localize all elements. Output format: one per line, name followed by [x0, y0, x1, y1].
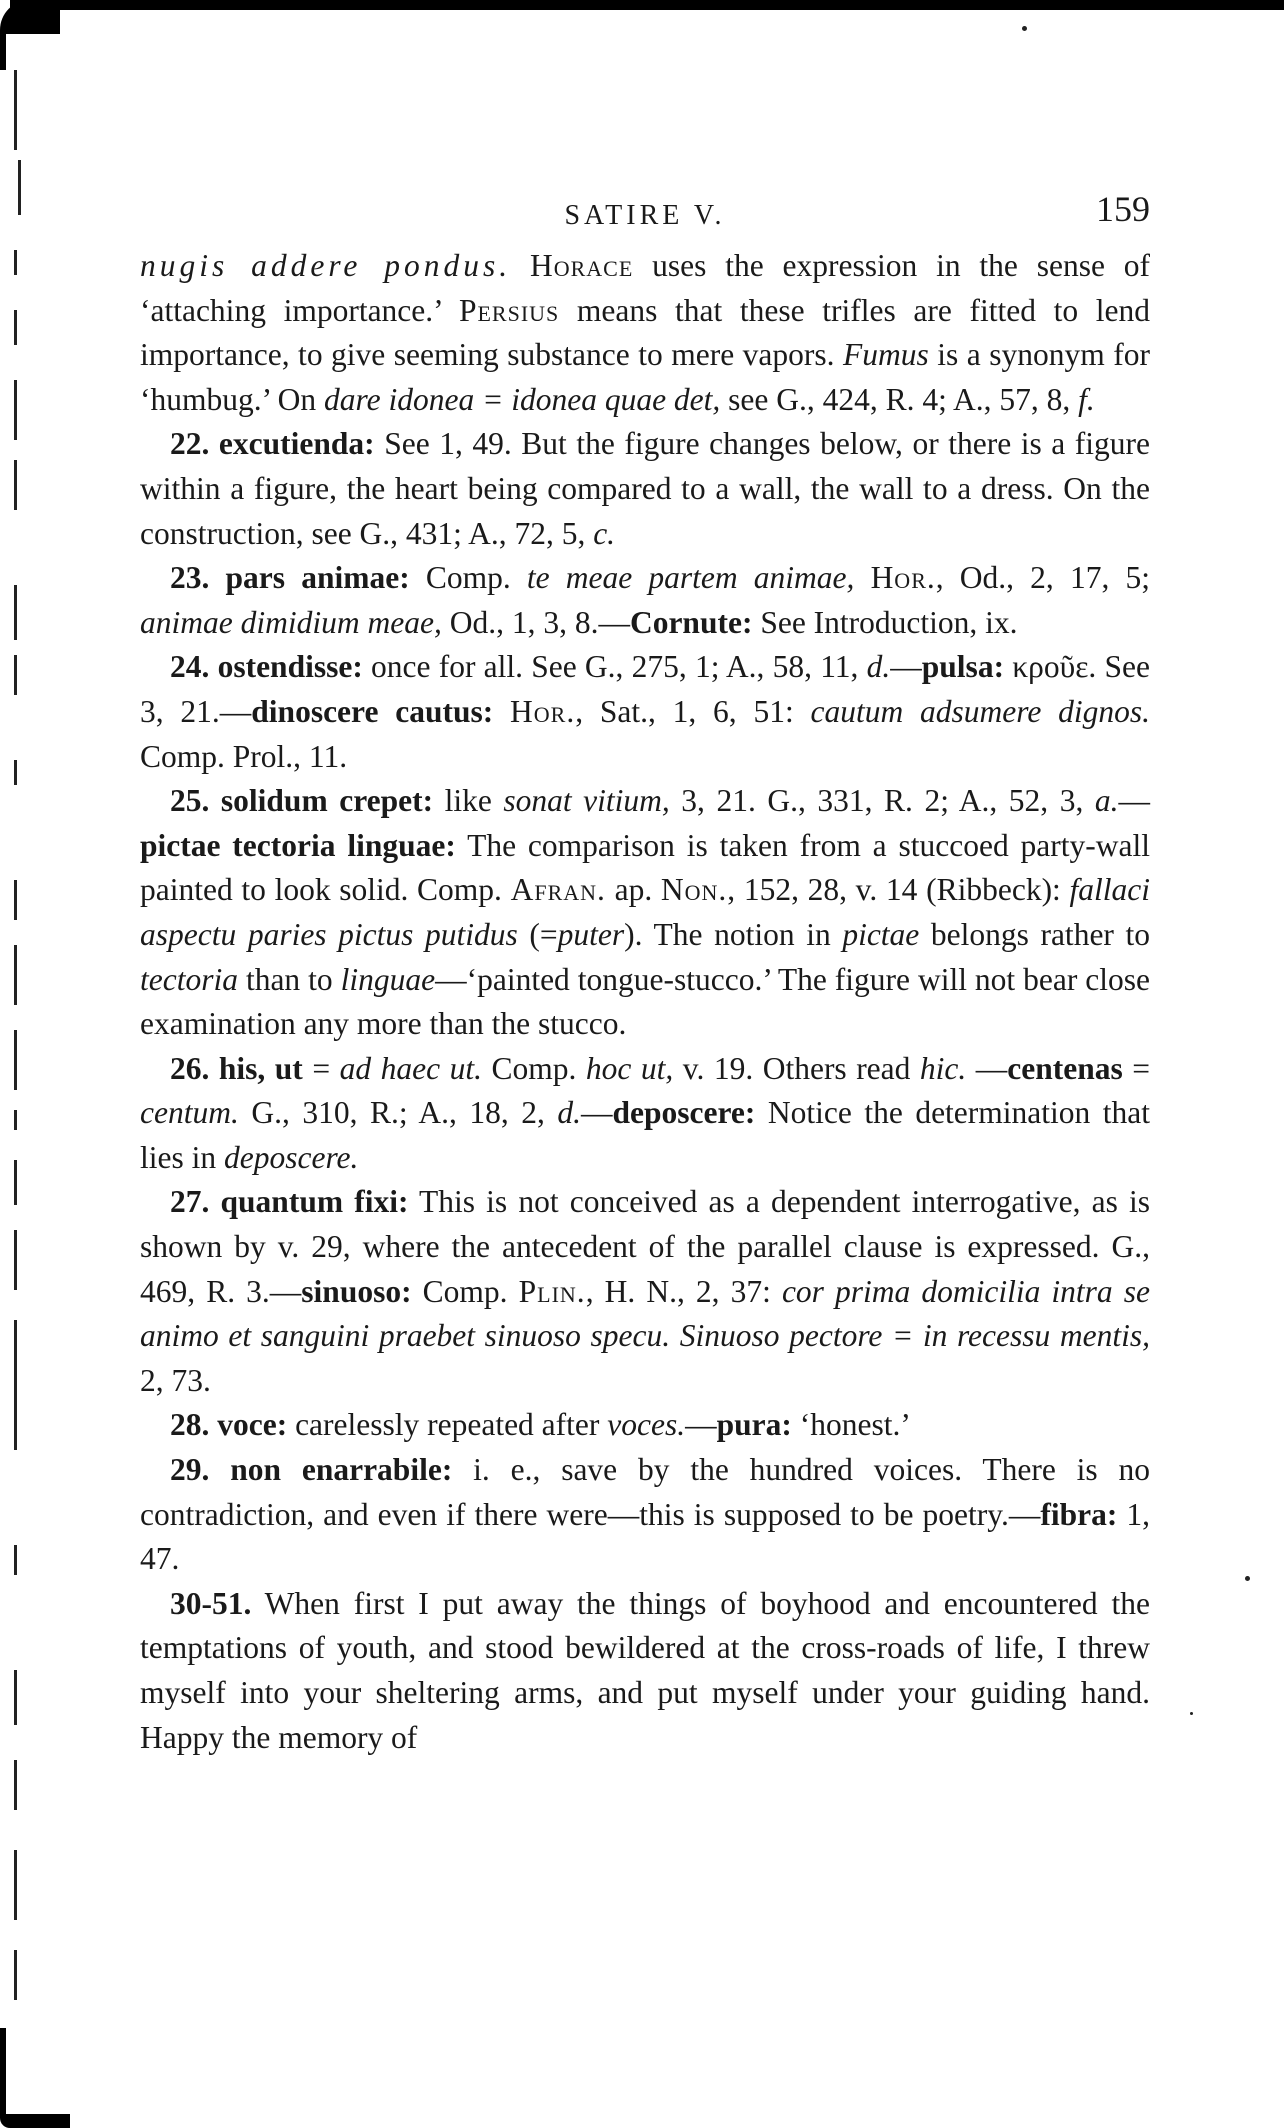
left-margin-mark [14, 1670, 17, 1725]
latin-quotation: ad haec ut. [339, 1050, 482, 1086]
note-paragraph [140, 779, 1150, 1047]
note-paragraph [140, 1582, 1150, 1760]
note-text: When first I put away the things of boyhood and encountered the temptations of youth, and stood bewildered at the cross-roads of life, I threw myself into your sheltering arms, and put myself under your guiding hand. Happy the memory of [140, 1585, 1150, 1755]
note-paragraph [140, 1403, 1150, 1448]
note-text: — [685, 1407, 717, 1443]
note-text: — [581, 1095, 613, 1131]
commentary-notes [140, 244, 1150, 1760]
note-paragraph [140, 556, 1150, 645]
left-margin-mark [14, 1950, 17, 2000]
top-left-corner-mark [0, 0, 60, 70]
note-paragraph [140, 422, 1150, 556]
lemma: 28. voce: [170, 1407, 288, 1443]
lemma: fibra: [1040, 1496, 1118, 1532]
latin-quotation: Fumus [843, 337, 929, 373]
left-margin-mark [14, 70, 17, 150]
left-margin-mark [14, 310, 17, 345]
ink-speck [1190, 1712, 1193, 1715]
latin-quotation: te meae partem animae, [526, 560, 855, 596]
lemma: 29. non enarrabile: [170, 1452, 453, 1488]
note-text: belongs rather to [919, 916, 1151, 952]
note-text: i. e., save by the hundred voices. There is no contradiction, and even if there were—this is supposed to be poetry.— [140, 1452, 1151, 1532]
note-text: —‘painted tongue-stucco.’ The figure will not bear close examination any more than the stucco. [140, 961, 1150, 1042]
note-text: 2, 73. [140, 1362, 211, 1398]
latin-quotation: puter [557, 916, 625, 952]
latin-quotation: cautum adsumere dignos. [810, 693, 1150, 729]
bottom-left-corner-mark [0, 2028, 70, 2128]
note-text: Comp. Prol., 11. [140, 738, 348, 774]
note-text: See Introduction, ix. [752, 604, 1018, 640]
note-text: , Od., 2, 17, 5; [935, 560, 1150, 596]
latin-quotation: sonat vitium, [503, 783, 670, 819]
note-text: — [890, 649, 922, 685]
note-text: (= [517, 916, 558, 952]
author-name: Horace [529, 248, 634, 283]
latin-quotation: a. [1094, 783, 1119, 819]
note-text: ap. [605, 872, 661, 908]
latin-quotation: f. [1078, 381, 1095, 417]
lemma: sinuoso: [301, 1273, 412, 1309]
latin-quotation: d. [557, 1095, 581, 1131]
note-text: Comp. [411, 1273, 519, 1309]
lemma: 23. pars animae: [170, 560, 410, 596]
lemma: 22. excutienda: [170, 426, 375, 462]
note-text: see G., 424, R. 4; A., 57, 8, [720, 381, 1079, 417]
left-margin-mark [14, 460, 17, 510]
note-text [854, 560, 870, 595]
note-text: Notice the determination that lies in [140, 1095, 1150, 1175]
note-text: κροῦε. See 3, 21.— [140, 649, 1150, 729]
author-name: Hor. [870, 560, 936, 596]
page-number: 159 [1096, 189, 1150, 229]
latin-quotation: centum. [140, 1095, 239, 1131]
latin-quotation: deposcere. [224, 1139, 359, 1175]
note-text: , H. N., 2, 37: [585, 1273, 782, 1309]
latin-quotation: hic. [919, 1050, 967, 1086]
note-text: Comp. [409, 560, 527, 596]
note-paragraph [140, 1047, 1150, 1181]
top-border-rule [10, 0, 1284, 10]
book-page [140, 180, 1150, 1760]
note-text: ‘honest.’ [791, 1407, 911, 1443]
latin-quotation: d. [866, 649, 891, 685]
left-margin-mark [14, 1545, 17, 1575]
note-text [511, 248, 530, 283]
left-margin-mark [18, 160, 21, 215]
author-name: Hor. [510, 693, 576, 729]
note-text: G., 310, R.; A., 18, 2, [238, 1095, 558, 1131]
author-name: Plin. [518, 1273, 586, 1309]
lemma: deposcere: [612, 1095, 756, 1131]
lemma: 25. solidum crepet: [170, 783, 434, 819]
note-text: once for all. See G., 275, 1; A., 58, 11, [362, 649, 867, 685]
author-name: Persius [458, 292, 560, 328]
latin-quotation: Sinuoso pectore = in recessu mentis, [679, 1318, 1150, 1354]
lemma: 30-51. [170, 1585, 252, 1621]
running-head [140, 180, 1150, 240]
left-margin-mark [14, 1850, 17, 1920]
lemma: pulsa: [921, 649, 1005, 685]
lemma: centenas [1007, 1050, 1123, 1086]
left-margin-mark [14, 1110, 17, 1130]
note-text: carelessly repeated after [287, 1407, 608, 1443]
note-text: Od., 1, 3, 8.— [441, 604, 630, 640]
note-text: = [302, 1050, 340, 1086]
note-text: ). The notion in [624, 916, 843, 952]
lemma: 24. ostendisse: [170, 649, 363, 685]
note-text: like [433, 783, 504, 819]
left-margin-mark [14, 760, 17, 785]
left-margin-mark [14, 945, 17, 1005]
running-title: SATIRE V. [564, 200, 726, 231]
latin-quotation: linguae [340, 961, 436, 997]
latin-quotation: cor prima domicilia intra se animo et sanguini praebet sinuoso specu. [140, 1273, 1150, 1354]
left-margin-mark [14, 585, 17, 640]
latin-quotation: animae dimidium meae, [140, 604, 442, 640]
note-text: Comp. [481, 1050, 586, 1086]
left-margin-mark [14, 1160, 17, 1205]
author-name: Non. [660, 872, 728, 908]
note-text: = [1122, 1050, 1151, 1086]
left-margin-mark [14, 1030, 17, 1090]
lemma: Cornute: [629, 604, 753, 640]
lemma: 27. quantum fixi: [170, 1184, 409, 1220]
left-margin-mark [14, 655, 17, 695]
latin-quotation: fallaci aspectu paries pictus putidus [140, 872, 1150, 952]
left-margin-mark [14, 250, 17, 275]
note-text: means that these trifles are fitted to lend importance, to give seeming substance to mere vapors. [140, 292, 1150, 373]
note-text: 1, 47. [140, 1496, 1150, 1577]
note-paragraph [140, 1180, 1150, 1403]
left-margin-mark [14, 380, 17, 440]
note-text: — [1118, 783, 1150, 819]
note-text: See 1, 49. But the figure changes below, or there is a figure within a figure, the heart being compared to a wall, the wall to a dress. On the construction, see G., 431; A., 72, 5, [140, 426, 1150, 551]
lemma: 26. his, ut [170, 1050, 303, 1086]
note-paragraph [140, 1448, 1150, 1582]
note-text: v. 19. Others read [673, 1050, 920, 1086]
latin-quotation: voces. [607, 1407, 686, 1443]
note-text [493, 694, 510, 729]
note-text: , 152, 28, v. 14 (Ribbeck): [727, 872, 1070, 908]
note-paragraph [140, 244, 1150, 422]
lemma: pictae tectoria linguae: [140, 827, 456, 863]
left-margin-mark [14, 1760, 17, 1810]
note-text: — [966, 1050, 1008, 1086]
latin-quotation: nugis addere pondus. [140, 248, 512, 283]
lemma: pura: [716, 1407, 792, 1443]
latin-quotation: pictae [842, 916, 920, 952]
latin-quotation: dare idonea = idonea quae det, [324, 381, 721, 417]
note-text [670, 1318, 680, 1353]
note-text: The comparison is taken from a stuccoed party-wall painted to look solid. Comp. [140, 827, 1150, 908]
ink-speck [1245, 1576, 1250, 1581]
latin-quotation: tectoria [140, 961, 238, 997]
latin-quotation: c. [593, 515, 616, 551]
note-text: This is not conceived as a dependent interrogative, as is shown by v. 29, where the antecedent of the parallel clause is expressed. G., 469, R. 3.— [140, 1184, 1150, 1309]
left-margin-mark [14, 1320, 17, 1450]
note-paragraph [140, 645, 1150, 779]
ink-speck [1022, 26, 1027, 31]
left-margin-mark [14, 880, 17, 920]
left-margin-mark [14, 1230, 17, 1290]
note-text: , Sat., 1, 6, 51: [575, 693, 811, 729]
lemma: dinoscere cautus: [251, 693, 494, 729]
note-text: uses the expression in the sense of ‘attaching importance.’ [140, 248, 1151, 328]
note-text: 3, 21. G., 331, R. 2; A., 52, 3, [669, 783, 1095, 819]
note-text: than to [237, 961, 341, 997]
note-text: is a synonym for ‘humbug.’ On [140, 337, 1151, 417]
latin-quotation: hoc ut, [585, 1050, 674, 1086]
author-name: Afran. [510, 872, 606, 908]
